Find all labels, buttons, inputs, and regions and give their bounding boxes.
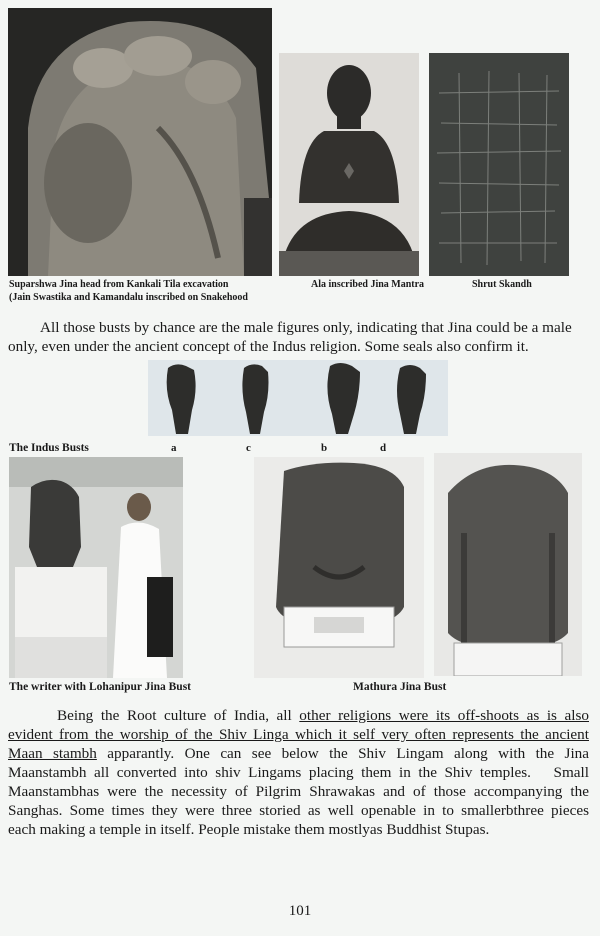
shrut-caption: Shrut Skandh bbox=[472, 279, 532, 290]
body-line-1 bbox=[57, 706, 589, 725]
body-line-3-underlined: Maan stambh bbox=[8, 745, 97, 762]
suparshwa-jina-head-photo bbox=[8, 8, 272, 276]
mathura-caption: Mathura Jina Bust bbox=[353, 681, 447, 693]
mathura-jina-bust-photo-2 bbox=[434, 453, 582, 676]
indus-busts-strip bbox=[148, 360, 448, 436]
body-line-5: Maanstambhas were the necessity of Pilgrim Shrawakas and of those accompanying the bbox=[8, 783, 589, 800]
ala-jina-mantra-photo bbox=[279, 53, 419, 276]
body-line-3 bbox=[8, 744, 589, 763]
indus-letter-b: b bbox=[321, 442, 328, 454]
writer-with-lohanipur-bust-photo bbox=[9, 457, 183, 678]
intro-line-2: only, even under the ancient concept of the Indus religion. Some seals also confirm it. bbox=[8, 338, 529, 355]
body-line-7: each making a temple in itself. People mistake them mostlyas Buddhist Stupas. bbox=[8, 821, 490, 838]
ala-caption: Ala inscribed Jina Mantra bbox=[311, 279, 425, 290]
indus-busts-caption: The Indus Busts bbox=[9, 442, 89, 454]
body-line-3-plain: apparantly. One can see below the Shiv Lingam along with the Jina bbox=[96, 745, 590, 762]
indus-letter-a: a bbox=[171, 442, 177, 454]
body-line-1-plain: Being the Root culture of India, all bbox=[57, 707, 300, 724]
intro-line-1: All those busts by chance are the male figures only, indicating that Jina could be a male bbox=[40, 319, 572, 336]
body-line-2: evident from the worship of the Shiv Linga which it self very often represents the ancient bbox=[8, 726, 589, 743]
shrut-skandh-photo bbox=[429, 53, 569, 276]
body-line-1-underlined: other religions were its off-shoots as is also bbox=[299, 707, 589, 724]
suparshwa-caption-line2: (Jain Swastika and Kamandalu inscribed on Snakehood bbox=[9, 292, 248, 303]
indus-letter-d: d bbox=[380, 442, 387, 454]
indus-letter-c: c bbox=[246, 442, 251, 454]
writer-caption: The writer with Lohanipur Jina Bust bbox=[9, 681, 192, 693]
body-line-6: Sanghas. Some times they were three storied as well openable in to smallerbthree pieces bbox=[8, 802, 589, 819]
suparshwa-caption-line1: Suparshwa Jina head from Kankali Tila excavation bbox=[9, 279, 229, 290]
mathura-jina-bust-photo-1 bbox=[254, 457, 424, 678]
page-number: 101 bbox=[288, 903, 312, 919]
body-line-4: Maanstambh all converted into shiv Lingams placing them in the Shiv temples. Small bbox=[8, 764, 589, 781]
